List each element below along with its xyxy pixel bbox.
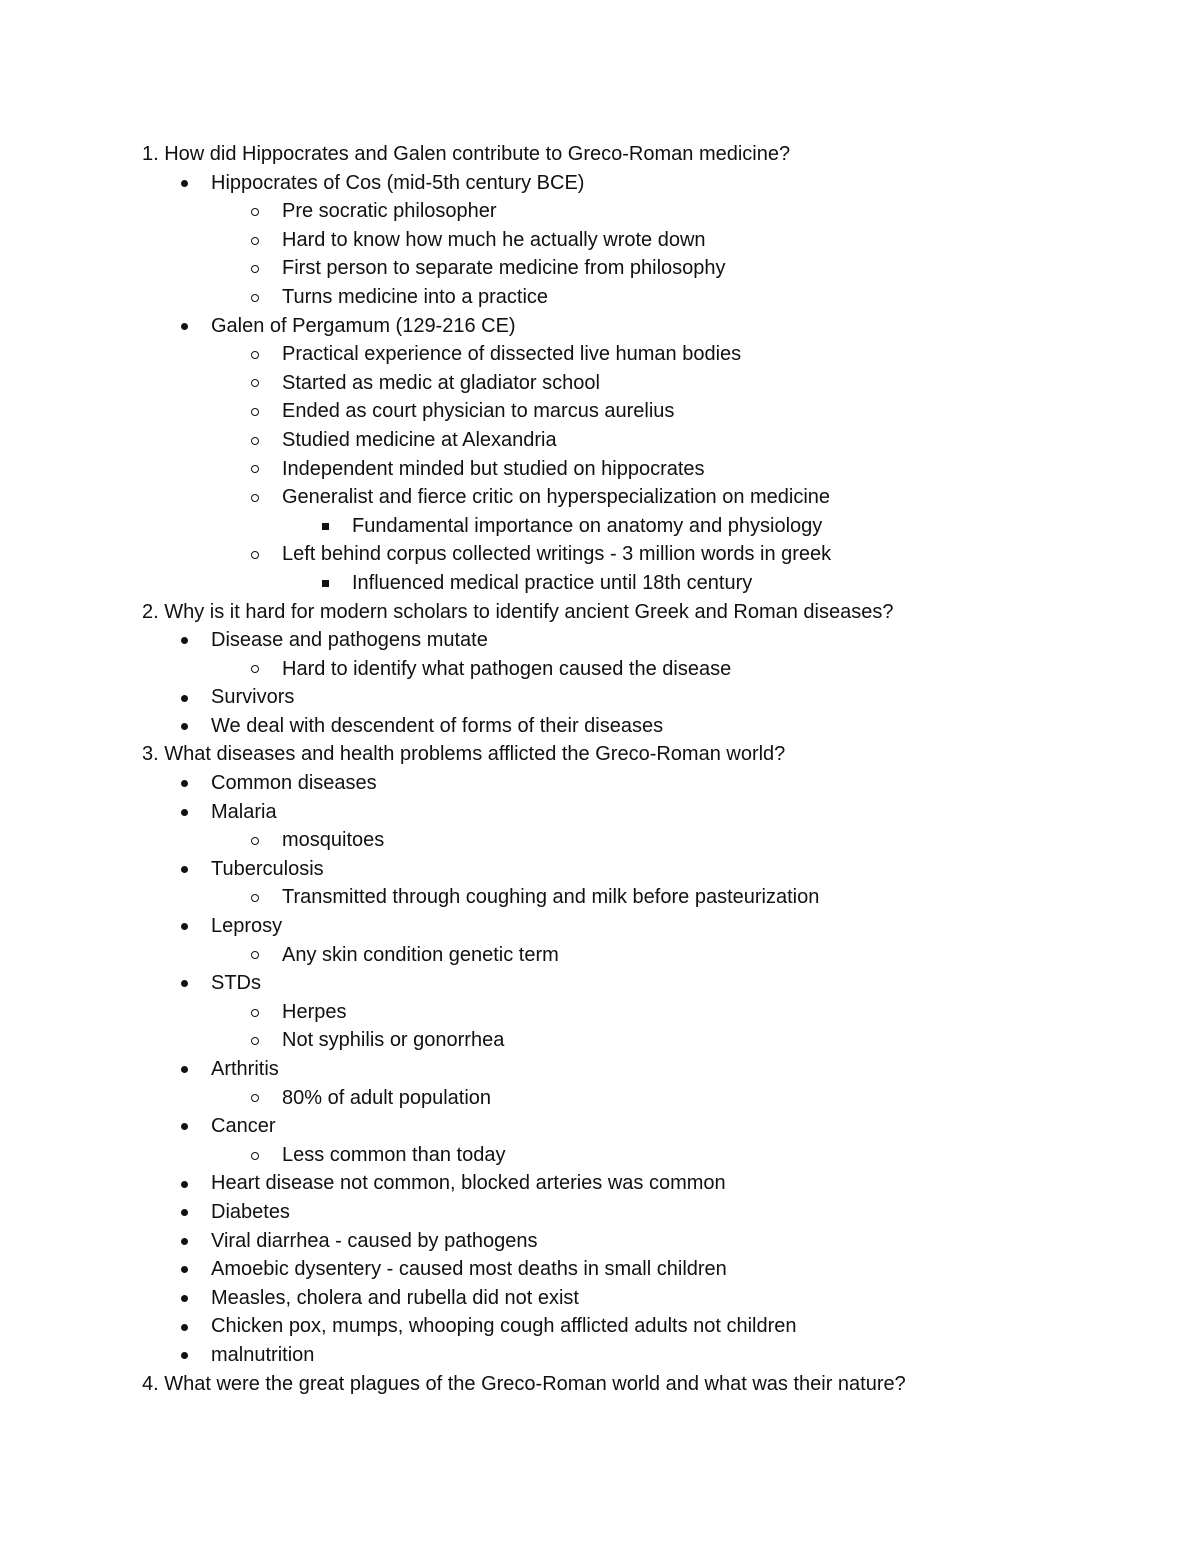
bullet-circle-icon — [245, 397, 265, 426]
bullet-dot-icon — [174, 1284, 194, 1313]
bullet-square-icon — [315, 569, 335, 598]
bullet-item — [0, 912, 1200, 941]
bullet-dot-icon — [174, 712, 194, 741]
bullet-circle-icon — [245, 998, 265, 1027]
line-text: Generalist and fierce critic on hyperspecialization on medicine — [282, 486, 831, 509]
bullet-dot-icon — [174, 1169, 194, 1198]
line-text: Hard to know how much he actually wrote down — [282, 228, 706, 251]
bullet-circle-icon — [245, 1141, 265, 1170]
sub-bullet-item — [0, 197, 1200, 226]
bullet-dot-icon — [174, 1227, 194, 1256]
line-text: Transmitted through coughing and milk before pasteurization — [282, 886, 820, 909]
sub-bullet-item — [0, 483, 1200, 512]
line-text: Cancer — [211, 1115, 276, 1138]
line-text: Turns medicine into a practice — [282, 285, 549, 308]
bullet-circle-icon — [245, 1084, 265, 1113]
question-heading — [0, 1370, 1200, 1399]
line-text: Any skin condition genetic term — [282, 943, 559, 966]
bullet-item — [0, 855, 1200, 884]
document-body — [0, 140, 1200, 1398]
bullet-dot-icon — [174, 769, 194, 798]
line-text: Amoebic dysentery - caused most deaths in small children — [211, 1258, 727, 1281]
bullet-dot-icon — [174, 969, 194, 998]
sub-bullet-item — [0, 540, 1200, 569]
bullet-circle-icon — [245, 655, 265, 684]
line-text: Chicken pox, mumps, whooping cough afflicted adults not children — [211, 1315, 797, 1338]
sub-bullet-item — [0, 883, 1200, 912]
line-text: Hard to identify what pathogen caused the disease — [282, 657, 732, 680]
question-heading — [0, 140, 1200, 169]
line-text: Malaria — [211, 800, 277, 823]
bullet-item — [0, 769, 1200, 798]
sub-bullet-item — [0, 226, 1200, 255]
bullet-item — [0, 1312, 1200, 1341]
bullet-item — [0, 169, 1200, 198]
line-text: First person to separate medicine from philosophy — [282, 257, 726, 280]
bullet-circle-icon — [245, 941, 265, 970]
bullet-dot-icon — [174, 855, 194, 884]
bullet-dot-icon — [174, 683, 194, 712]
bullet-item — [0, 1055, 1200, 1084]
line-text: Heart disease not common, blocked arteries was common — [211, 1172, 726, 1195]
sub-bullet-item — [0, 655, 1200, 684]
line-text: Not syphilis or gonorrhea — [282, 1029, 505, 1052]
bullet-item — [0, 1341, 1200, 1370]
bullet-circle-icon — [245, 826, 265, 855]
sub-sub-bullet-item — [0, 569, 1200, 598]
bullet-circle-icon — [245, 540, 265, 569]
line-text: Studied medicine at Alexandria — [282, 428, 557, 451]
line-text: 80% of adult population — [282, 1086, 492, 1109]
sub-bullet-item — [0, 426, 1200, 455]
line-text: Ended as court physician to marcus aurelius — [282, 400, 675, 423]
bullet-item — [0, 798, 1200, 827]
line-text: 4. What were the great plagues of the Greco-Roman world and what was their nature? — [142, 1372, 906, 1395]
line-text: Practical experience of dissected live human bodies — [282, 343, 742, 366]
bullet-circle-icon — [245, 369, 265, 398]
bullet-circle-icon — [245, 197, 265, 226]
line-text: Less common than today — [282, 1143, 506, 1166]
line-text: Disease and pathogens mutate — [211, 629, 488, 652]
line-text: Leprosy — [211, 915, 283, 938]
bullet-dot-icon — [174, 912, 194, 941]
line-text: Measles, cholera and rubella did not exist — [211, 1286, 579, 1309]
line-text: Viral diarrhea - caused by pathogens — [211, 1229, 538, 1252]
sub-bullet-item — [0, 941, 1200, 970]
sub-bullet-item — [0, 826, 1200, 855]
bullet-circle-icon — [245, 283, 265, 312]
bullet-dot-icon — [174, 1112, 194, 1141]
bullet-item — [0, 1169, 1200, 1198]
sub-bullet-item — [0, 1141, 1200, 1170]
sub-bullet-item — [0, 1084, 1200, 1113]
line-text: Diabetes — [211, 1200, 290, 1223]
bullet-circle-icon — [245, 426, 265, 455]
line-text: Influenced medical practice until 18th century — [352, 571, 753, 594]
line-text: Left behind corpus collected writings - 3 million words in greek — [282, 543, 832, 566]
line-text: 3. What diseases and health problems afflicted the Greco-Roman world? — [142, 743, 786, 766]
line-text: Pre socratic philosopher — [282, 200, 497, 223]
bullet-dot-icon — [174, 1341, 194, 1370]
sub-bullet-item — [0, 254, 1200, 283]
line-text: Herpes — [282, 1000, 347, 1023]
sub-bullet-item — [0, 455, 1200, 484]
sub-sub-bullet-item — [0, 512, 1200, 541]
bullet-item — [0, 683, 1200, 712]
line-text: Independent minded but studied on hippocrates — [282, 457, 705, 480]
sub-bullet-item — [0, 340, 1200, 369]
line-text: Tuberculosis — [211, 857, 324, 880]
bullet-item — [0, 1284, 1200, 1313]
bullet-dot-icon — [174, 1198, 194, 1227]
bullet-circle-icon — [245, 340, 265, 369]
bullet-dot-icon — [174, 798, 194, 827]
bullet-circle-icon — [245, 455, 265, 484]
line-text: Arthritis — [211, 1058, 279, 1080]
line-text: Started as medic at gladiator school — [282, 371, 600, 394]
line-text: Galen of Pergamum (129-216 CE) — [211, 314, 516, 337]
bullet-dot-icon — [174, 1312, 194, 1341]
bullet-item — [0, 312, 1200, 341]
sub-bullet-item — [0, 998, 1200, 1027]
sub-bullet-item — [0, 369, 1200, 398]
bullet-dot-icon — [174, 626, 194, 655]
line-text: We deal with descendent of forms of their diseases — [211, 714, 664, 737]
line-text: Fundamental importance on anatomy and physiology — [352, 514, 823, 537]
bullet-circle-icon — [245, 883, 265, 912]
sub-bullet-item — [0, 1026, 1200, 1055]
line-text: Hippocrates of Cos (mid-5th century BCE) — [211, 171, 585, 194]
bullet-item — [0, 1255, 1200, 1284]
bullet-dot-icon — [174, 1255, 194, 1284]
bullet-circle-icon — [245, 1026, 265, 1055]
bullet-circle-icon — [245, 226, 265, 255]
line-text: malnutrition — [211, 1343, 315, 1366]
line-text: 2. Why is it hard for modern scholars to identify ancient Greek and Roman diseases? — [142, 600, 894, 623]
bullet-item — [0, 1112, 1200, 1141]
bullet-item — [0, 1198, 1200, 1227]
bullet-circle-icon — [245, 483, 265, 512]
line-text: Common diseases — [211, 772, 377, 795]
question-heading — [0, 740, 1200, 769]
bullet-dot-icon — [174, 312, 194, 341]
bullet-item — [0, 712, 1200, 741]
line-text: mosquitoes — [282, 829, 385, 852]
question-heading — [0, 598, 1200, 627]
sub-bullet-item — [0, 283, 1200, 312]
line-text: STDs — [211, 972, 261, 995]
bullet-item — [0, 626, 1200, 655]
bullet-square-icon — [315, 512, 335, 541]
bullet-dot-icon — [174, 1055, 194, 1084]
bullet-dot-icon — [174, 169, 194, 198]
sub-bullet-item — [0, 397, 1200, 426]
bullet-circle-icon — [245, 254, 265, 283]
line-text: Survivors — [211, 686, 295, 709]
line-text: 1. How did Hippocrates and Galen contribute to Greco-Roman medicine? — [142, 143, 791, 165]
bullet-item — [0, 1227, 1200, 1256]
bullet-item — [0, 969, 1200, 998]
